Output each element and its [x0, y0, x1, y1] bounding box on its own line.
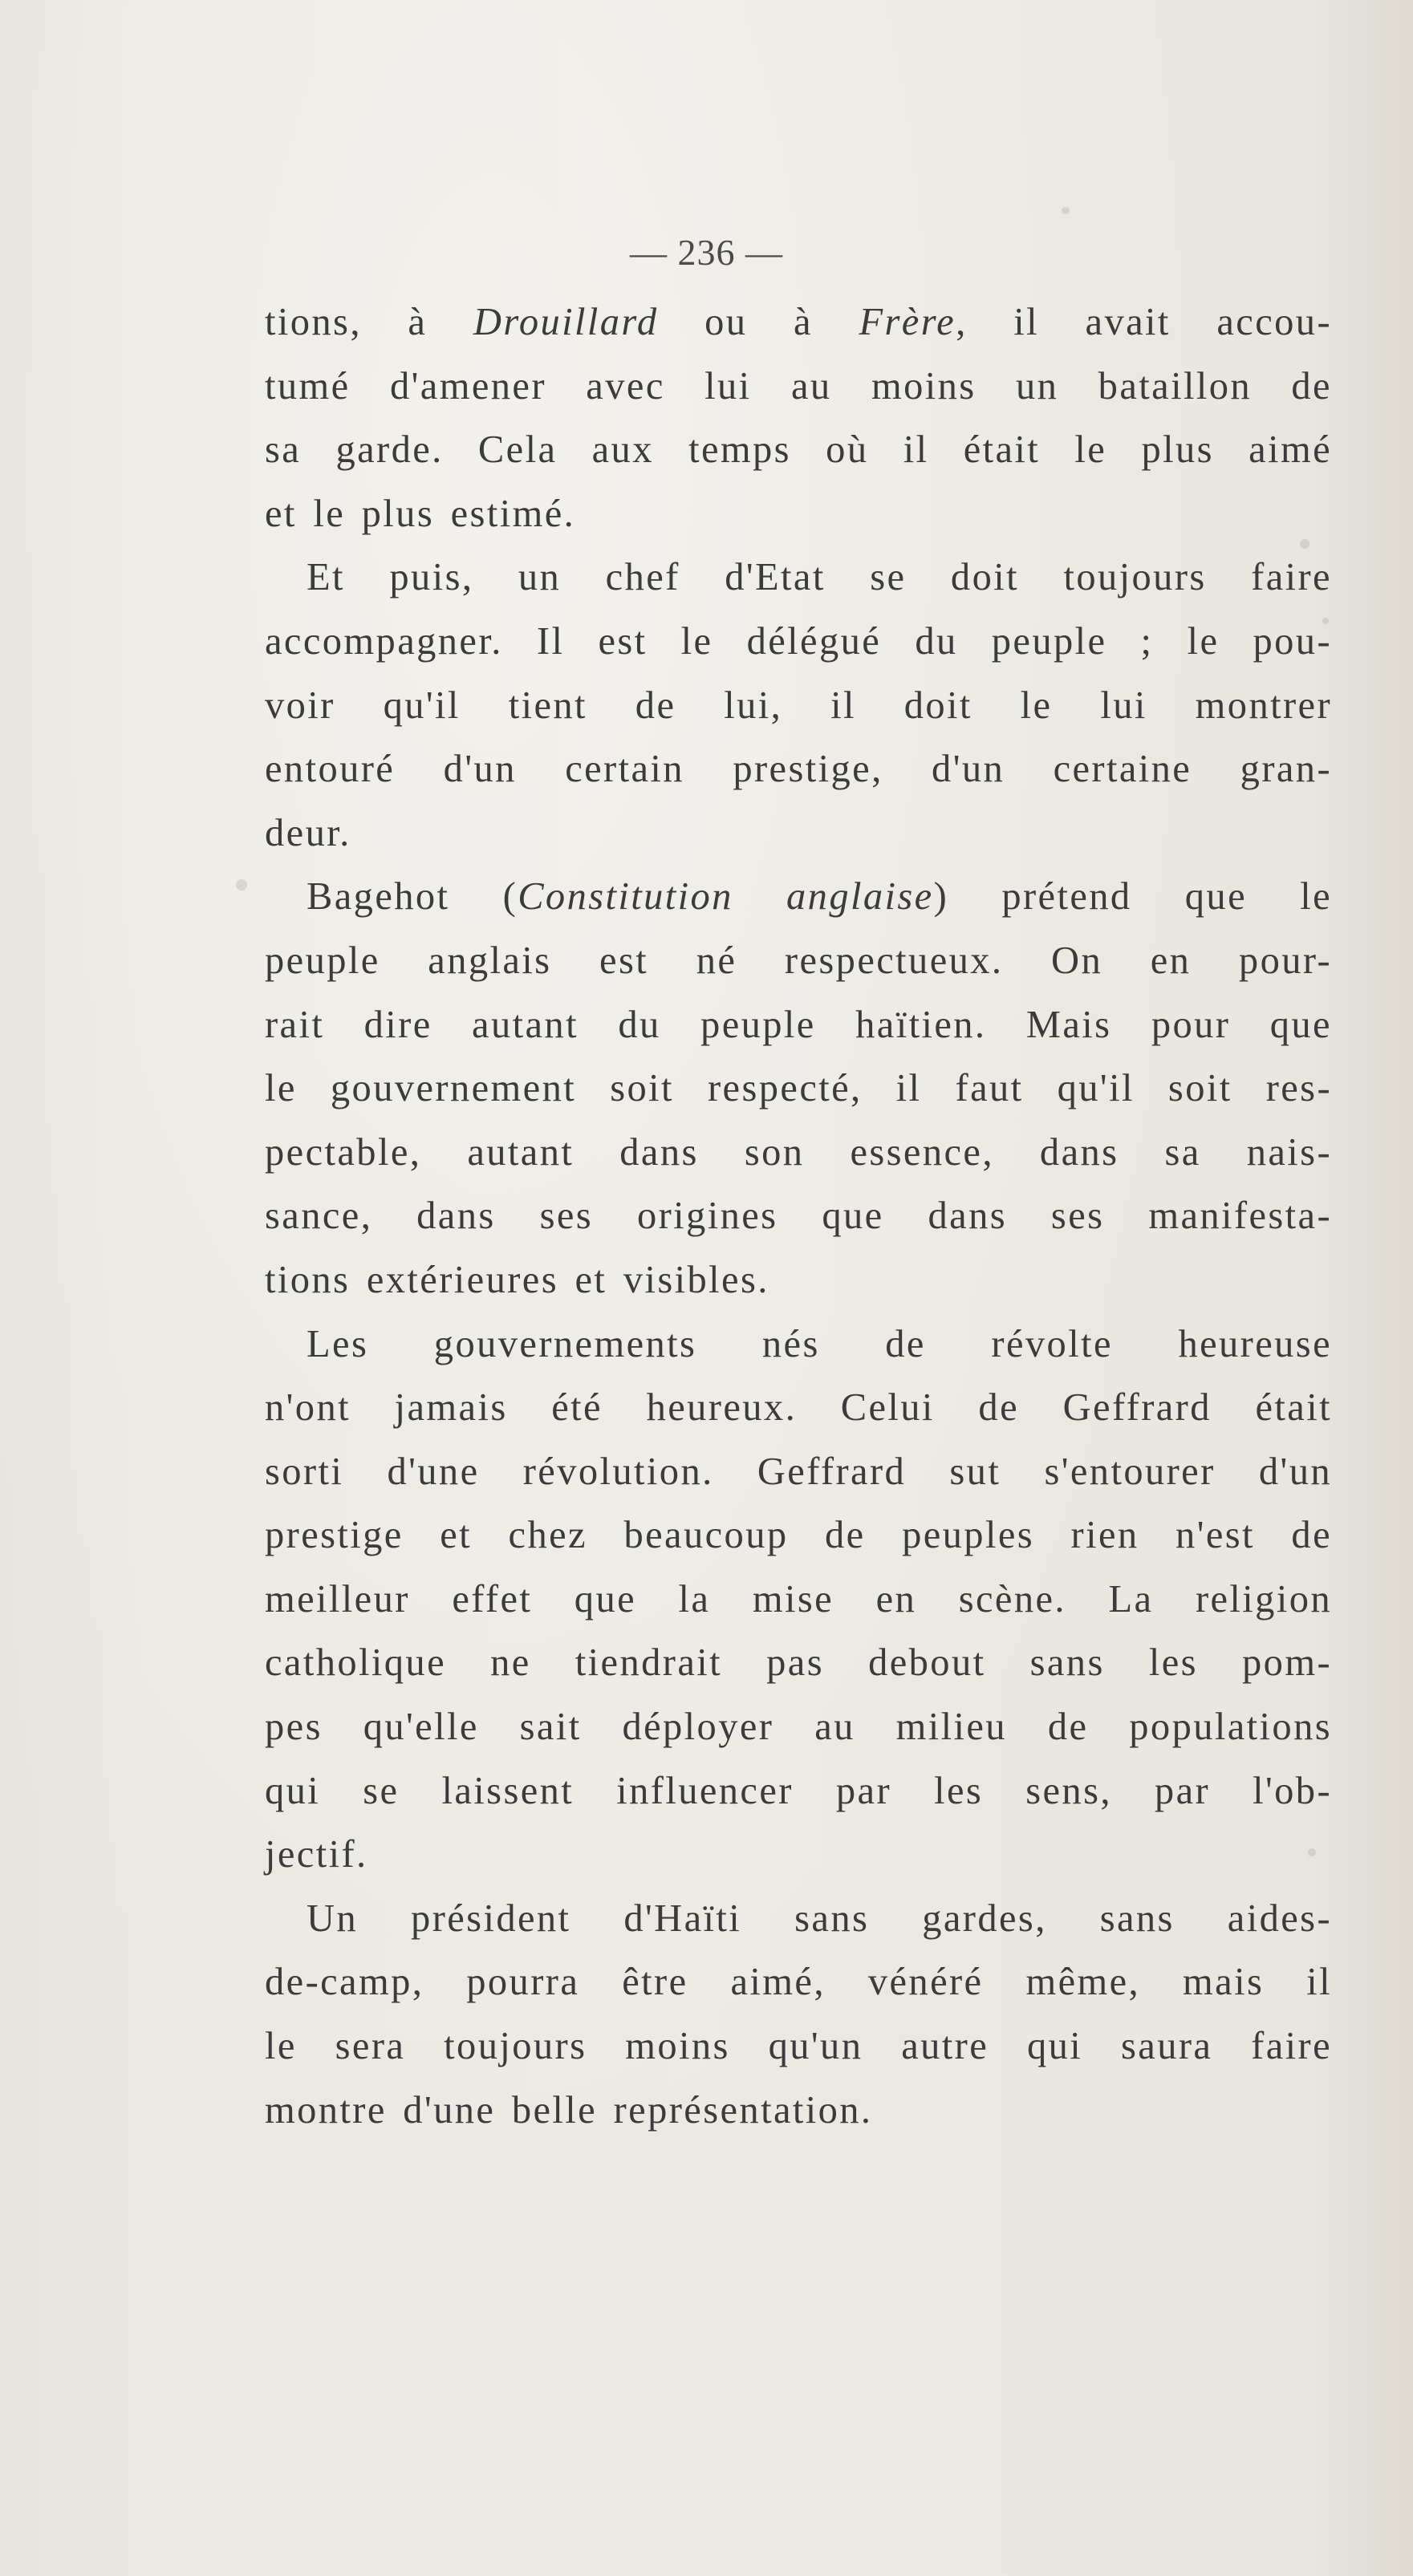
text-line: [265, 610, 1332, 674]
text-run: ou à: [658, 301, 859, 343]
page-number: — 236 —: [630, 232, 783, 273]
paper-speck: [236, 879, 247, 890]
italic-text: Frère: [859, 301, 956, 343]
paper-speck: [1300, 539, 1309, 549]
text-run: entouré d'un certain prestige, d'un certaine gran-: [265, 748, 1332, 791]
text-line: [265, 737, 1332, 801]
text-run: peuple anglais est né respectueux. On en pour-: [265, 939, 1332, 982]
italic-text: Constitution anglaise: [518, 875, 934, 919]
text-run: catholique ne tiendrait pas debout sans les pom-: [265, 1641, 1332, 1685]
text-run: sorti d'une révolution. Geffrard sut s'entourer d'un: [265, 1450, 1332, 1493]
text-run: tions, à: [265, 301, 473, 343]
text-line: [265, 801, 1332, 866]
text-line: [265, 2014, 1332, 2079]
text-line: [265, 290, 1332, 355]
text-line: [265, 546, 1332, 610]
text-run: le sera toujours moins qu'un autre qui saura faire: [265, 2025, 1332, 2068]
text-run: n'ont jamais été heureux. Celui de Geffrard était: [265, 1386, 1332, 1430]
text-line: [265, 1248, 1332, 1312]
text-line: [265, 1695, 1332, 1759]
text-run: voir qu'il tient de lui, il doit le lui montrer: [265, 684, 1332, 727]
text-line: [265, 1759, 1332, 1823]
text-run: pectable, autant dans son essence, dans sa nais-: [265, 1130, 1332, 1174]
text-line: [265, 1312, 1332, 1377]
paragraph: [265, 1312, 1332, 1887]
text-line: [265, 1121, 1332, 1185]
text-run: Et puis, un chef d'Etat se doit toujours faire: [307, 556, 1332, 599]
text-line: [265, 1950, 1332, 2014]
text-line: [265, 1184, 1332, 1248]
text-run: , il avait accou-: [956, 301, 1332, 343]
text-run: le gouvernement soit respecté, il faut qu'il soit res-: [265, 1067, 1332, 1110]
text-line: [265, 1057, 1332, 1121]
text-run: pes qu'elle sait déployer au milieu de populations: [265, 1706, 1332, 1749]
text-run: Un président d'Haïti sans gardes, sans aides-: [307, 1897, 1332, 1940]
text-run: prestige et chez beaucoup de peuples rien n'est de: [265, 1514, 1332, 1557]
text-run: accompagner. Il est le délégué du peuple ; le pou-: [265, 619, 1332, 663]
text-run: meilleur effet que la mise en scène. La religion: [265, 1577, 1332, 1621]
text-run: rait dire autant du peuple haïtien. Mais pour que: [265, 1003, 1332, 1046]
italic-text: Drouillard: [473, 301, 659, 343]
text-run: et le plus estimé.: [265, 492, 576, 535]
paragraph: [265, 1887, 1332, 2142]
text-line: [265, 1823, 1332, 1887]
text-run: sance, dans ses origines que dans ses manifesta-: [265, 1195, 1332, 1238]
text-run: qui se laissent influencer par les sens, par l'ob-: [265, 1769, 1332, 1812]
text-run: Les gouvernements nés de révolte heureuse: [307, 1322, 1332, 1365]
text-run: deur.: [265, 811, 351, 854]
text-line: [265, 482, 1332, 546]
text-line: [265, 674, 1332, 738]
text-line: [265, 418, 1332, 482]
text-run: de-camp, pourra être aimé, vénéré même, mais il: [265, 1961, 1332, 2004]
paragraph: [265, 546, 1332, 865]
text-line: [265, 993, 1332, 1057]
text-run: jectif.: [265, 1833, 368, 1876]
paper-speck: [1322, 618, 1329, 624]
text-run: montre d'une belle représentation.: [265, 2088, 873, 2132]
text-run: tumé d'amener avec lui au moins un bataillon de: [265, 364, 1332, 408]
text-line: [265, 1631, 1332, 1695]
text-run: ) prétend que le: [933, 875, 1332, 919]
text-run: Bagehot (: [307, 875, 518, 919]
paragraph: [265, 865, 1332, 1312]
text-line: [265, 865, 1332, 929]
text-line: [265, 1887, 1332, 1951]
paragraph: [265, 290, 1332, 546]
paper-speck: [1308, 1848, 1316, 1856]
text-line: [265, 1568, 1332, 1632]
text-run: tions extérieures et visibles.: [265, 1258, 769, 1301]
text-line: [265, 2079, 1332, 2143]
text-run: sa garde. Cela aux temps où il était le plus aimé: [265, 428, 1332, 472]
text-line: [265, 1440, 1332, 1504]
body-text: [265, 290, 1332, 2142]
text-line: [265, 355, 1332, 419]
text-line: [265, 929, 1332, 993]
text-line: [265, 1376, 1332, 1440]
text-line: [265, 1503, 1332, 1568]
paper-speck: [1062, 207, 1070, 214]
